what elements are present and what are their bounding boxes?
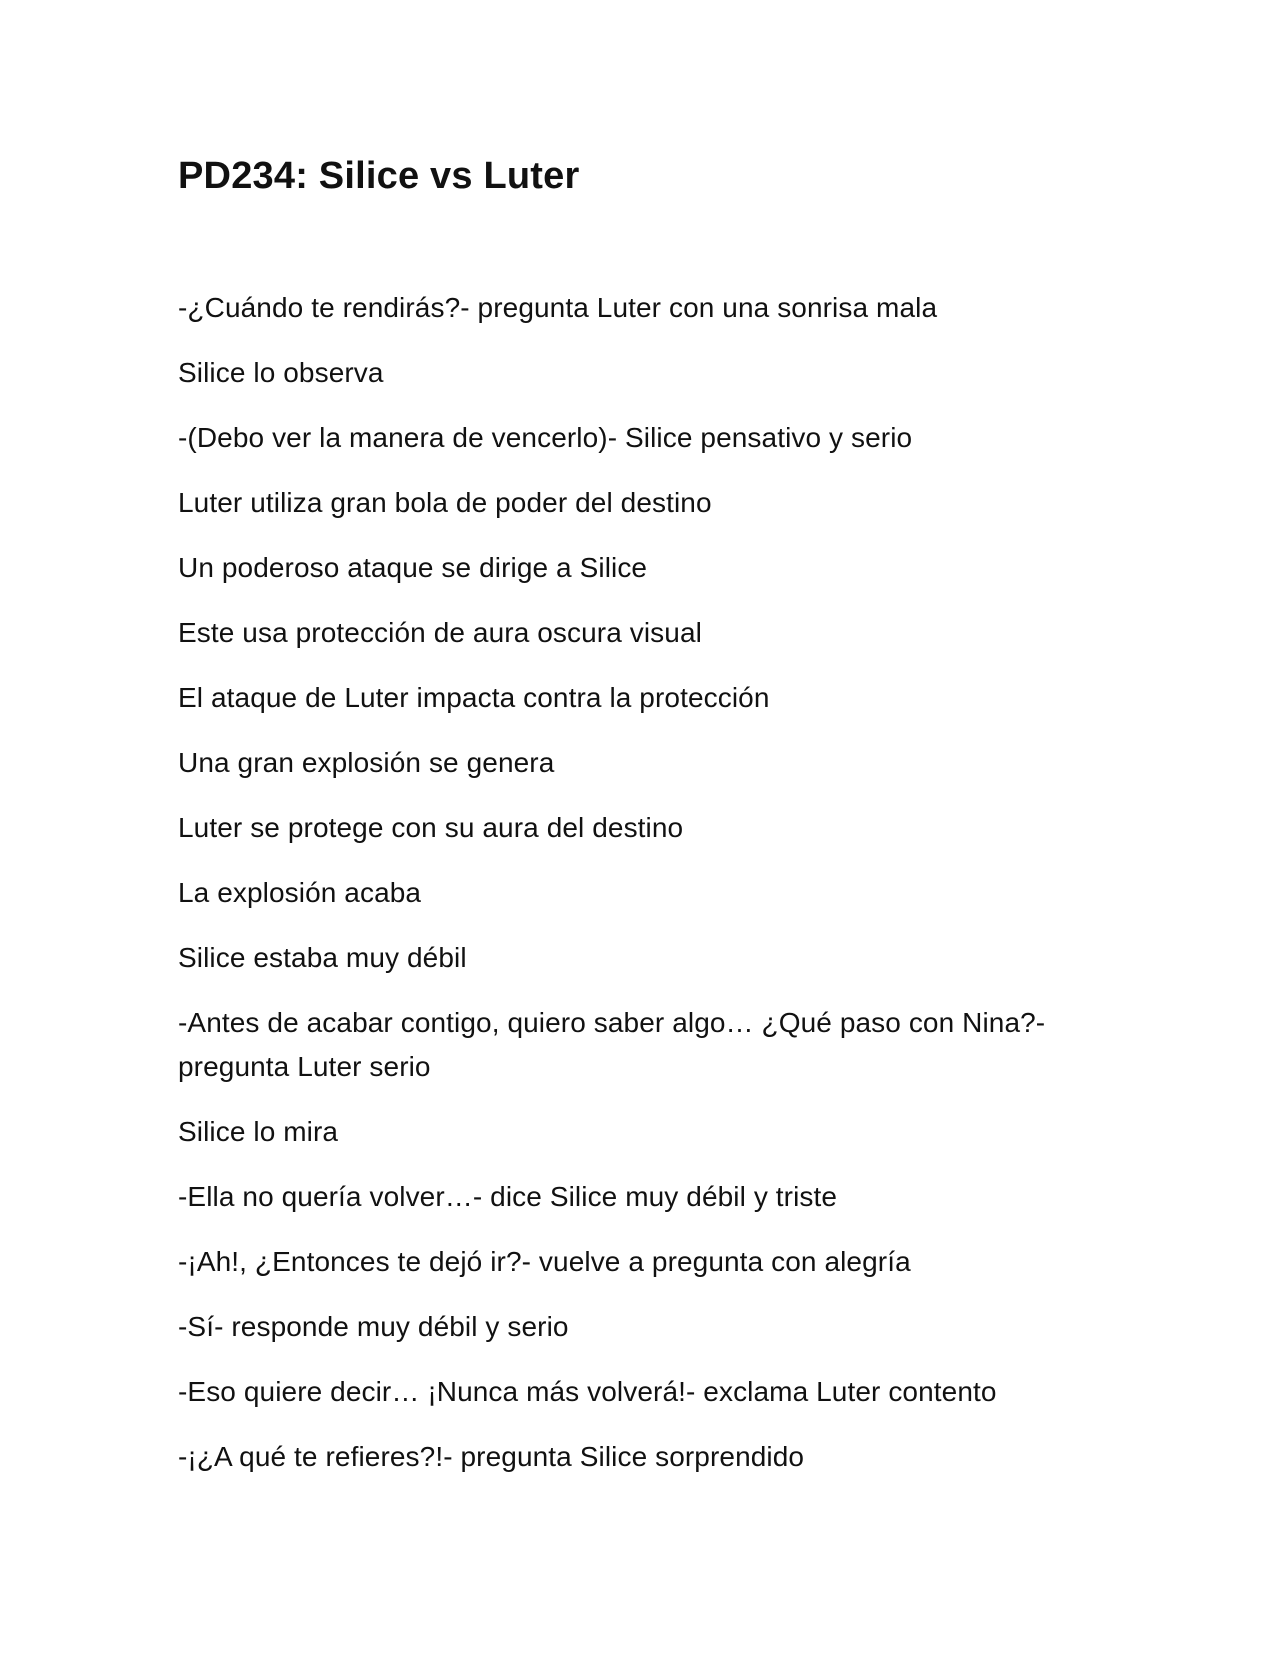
paragraph: Este usa protección de aura oscura visual	[178, 617, 702, 648]
paragraph: El ataque de Luter impacta contra la protección	[178, 682, 770, 713]
paragraph: Silice estaba muy débil	[178, 942, 467, 973]
document-title: PD234: Silice vs Luter	[178, 155, 580, 197]
paragraph: -¿Cuándo te rendirás?- pregunta Luter con una sonrisa mala	[178, 292, 938, 323]
paragraph: Luter se protege con su aura del destino	[178, 812, 684, 843]
paragraph: -Sí- responde muy débil y serio	[178, 1311, 569, 1342]
paragraph: Un poderoso ataque se dirige a Silice	[178, 552, 648, 583]
paragraph: -(Debo ver la manera de vencerlo)- Silice pensativo y serio	[178, 422, 913, 453]
paragraph: Una gran explosión se genera	[178, 747, 555, 778]
paragraph: Silice lo observa	[178, 357, 384, 388]
document-body	[178, 286, 1058, 1500]
paragraph: -¡¿A qué te refieres?!- pregunta Silice sorprendido	[178, 1441, 805, 1472]
paragraph: La explosión acaba	[178, 877, 422, 908]
paragraph: -Ella no quería volver…- dice Silice muy débil y triste	[178, 1181, 838, 1212]
paragraph: -Antes de acabar contigo, quiero saber algo… ¿Qué paso con Nina?- pregunta Luter serio	[178, 1007, 1046, 1082]
paragraph: -Eso quiere decir… ¡Nunca más volverá!- exclama Luter contento	[178, 1376, 997, 1407]
paragraph: -¡Ah!, ¿Entonces te dejó ir?- vuelve a pregunta con alegría	[178, 1246, 911, 1277]
paragraph: Luter utiliza gran bola de poder del destino	[178, 487, 712, 518]
paragraph: Silice lo mira	[178, 1116, 339, 1147]
